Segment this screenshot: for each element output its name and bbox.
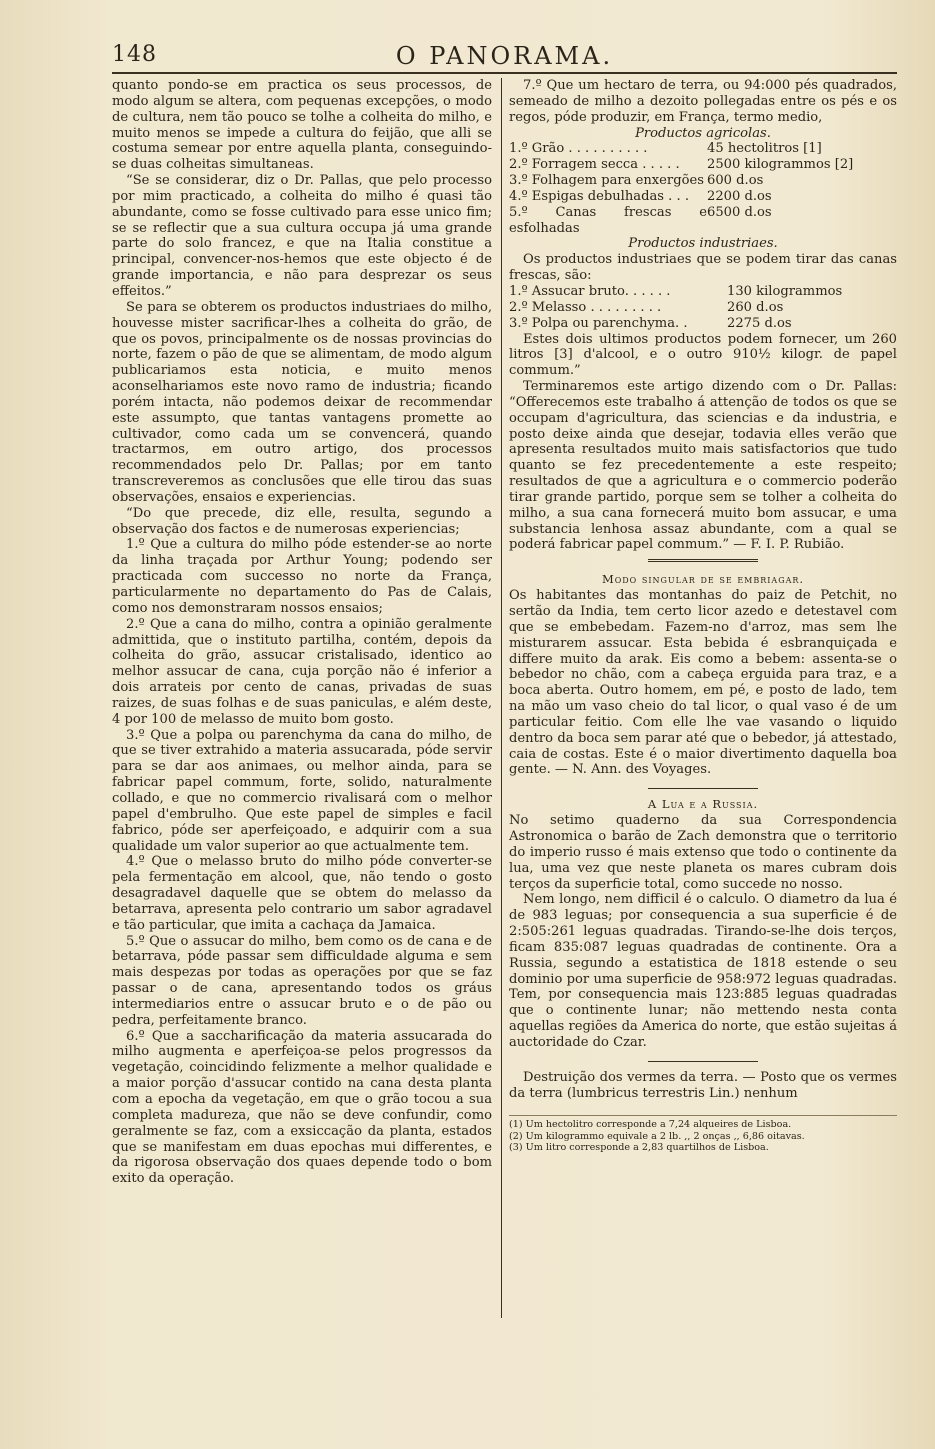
paragraph: No setimo quaderno da sua Correspondencia Astronomica o barão de Zach demonstra que o territorio do imperio russo é mais extenso que todo o continente da lua, uma vez que neste planeta os mares cubram dois terços da superficie total, como succede no nosso. bbox=[509, 813, 897, 892]
list-item-value: 2500 kilogrammos [2] bbox=[707, 157, 854, 173]
paragraph: 2.º Que a cana do milho, contra a opinião geralmente admittida, que o instituto partilha, contém, depois da colheita do grão, assucar cristalisado, identico ao melhor assucar de cana, cuja porção não é inferior a dois arrateis por cento de canas, privadas de suas raizes, de suas folhas e de suas paniculas, e além deste, 4 por 100 de melasso de muito bom gosto. bbox=[112, 616, 492, 727]
paragraph: Terminaremos este artigo dizendo com o Dr. Pallas: “Offerecemos este trabalho á attenção de todos os que se occupam d'agricultura, das sciencias e da industria, e posto deixe ainda que desejar, todavia elles verão que apresenta resultados muito mais satisfactorios que tudo quanto se fez precedentemente a este respeito; resultados de que a agricultura e o commercio poderão tirar grande partido, porque sem se tolher a colheita do milho, a sua cana fornecerá muito bom assucar, e uma substancia lenhosa assaz abundante, com a qual se poderá fabricar papel commum.” — F. I. P. Rubião. bbox=[509, 379, 897, 553]
paragraph: “Se se considerar, diz o Dr. Pallas, que pelo processo por mim practicado, a colheita do milho é quasi tão abundante, como se fosse cultivado para esse unico fim; se se reflectir que a sua cultura occupa já uma grande parte do solo francez, e que na Italia constitue a principal, convencer-nos-hemos que este objecto é de grande importancia, e não para desprezar os seus effeitos.” bbox=[112, 173, 492, 299]
paragraph: 5.º Que o assucar do milho, bem como os de cana e de betarrava, póde passar sem difficuldade alguma e sem mais despezas por todas as operações por que se faz passar o de cana, apresentando todos os gráus intermediarios entre o assucar bruto e o de pão ou pedra, perfeitamente branco. bbox=[112, 933, 492, 1028]
paragraph: “Do que precede, diz elle, resulta, segundo a observação dos factos e de numerosas experiencias; bbox=[112, 505, 492, 537]
paragraph: Os productos industriaes que se podem tirar das canas frescas, são: bbox=[509, 252, 897, 284]
footnotes bbox=[509, 1115, 897, 1154]
left-column bbox=[112, 78, 492, 1187]
section-separator bbox=[648, 788, 758, 789]
list-item-label: 1.º Grão . . . . . . . . . . bbox=[509, 141, 648, 157]
page-header bbox=[112, 42, 897, 72]
paragraph: Estes dois ultimos productos podem fornecer, um 260 litros [3] d'alcool, e o outro 910½ kilogr. de papel commum.” bbox=[509, 331, 897, 379]
list-item-label: 3.º Folhagem para enxergões bbox=[509, 173, 704, 189]
section-separator bbox=[648, 559, 758, 562]
paragraph: Se para se obterem os productos industriaes do milho, houvesse mister sacrificar-lhes a colheita do grão, de que os povos, principalmente os de nossas provincias do norte, fazem o pão de que se alimentam, de modo algum publicariamos esta noticia, e muito menos aconselhariamos este novo ramo de industria; ficando porém intacta, não podemos deixar de recommendar este assumpto, que tantas vantagens promette ao cultivador, como cada um se convencerá, quando tractarmos, em outro artigo, dos processos recommendados pelo Dr. Pallas; por em tanto transcreveremos as conclusões que elle tirou das suas observações, ensaios e experiencias. bbox=[112, 299, 492, 505]
footnote: (3) Um litro corresponde a 2,83 quartilhos de Lisboa. bbox=[509, 1142, 769, 1154]
paragraph: 7.º Que um hectaro de terra, ou 94:000 pés quadrados, semeado de milho a dezoito pollegadas entre os pés e os regos, póde produzir, em França, termo medio, bbox=[509, 78, 897, 125]
footnote: (1) Um hectolitro corresponde a 7,24 alqueires de Lisboa. bbox=[509, 1119, 792, 1131]
journal-title: O PANORAMA. bbox=[395, 42, 614, 70]
paragraph: 1.º Que a cultura do milho póde estender-se ao norte da linha traçada por Arthur Young; podendo ser practicada com successo no norte da França, particularmente no departamento do Pas de Calais, como nos demonstraram nossos ensaios; bbox=[112, 537, 492, 616]
list-item-value: 2200 d.os bbox=[707, 188, 772, 204]
page-number: 148 bbox=[112, 42, 157, 67]
industrial-products-list bbox=[509, 284, 897, 332]
agricultural-products-list bbox=[509, 141, 897, 236]
article-heading-embriagar: Modo singular de se embriagar. bbox=[601, 572, 805, 587]
article-heading-lua-russia: A Lua e a Russia. bbox=[647, 797, 759, 812]
list-item-value: 45 hectolitros [1] bbox=[707, 141, 822, 157]
list-item-value: 260 d.os bbox=[727, 299, 784, 315]
subheading-agricultural: Productos agricolas. bbox=[635, 125, 771, 141]
subheading-industrial: Productos industriaes. bbox=[628, 236, 778, 252]
list-item-label: 2.º Forragem secca . . . . . bbox=[509, 157, 680, 173]
paragraph: 6.º Que a saccharificação da materia assucarada do milho augmenta e aperfeiçoa-se pelos progressos da vegetação, coincidindo felizmente a melhor qualidade e a maior porção d'assucar contido na cana desta planta com a epocha da vegetação, em que o grão tocou a sua completa madureza, que não se deve confundir, como geralmente se faz, com a exsiccação da planta, estados que se manifestam em duas epochas mui differentes, e da rigorosa observação dos quaes depende todo o bom exito da operação. bbox=[112, 1028, 492, 1187]
list-item-label: 5.º Canas frescas e esfolhadas bbox=[509, 204, 707, 236]
list-item-label: 1.º Assucar bruto. . . . . . bbox=[509, 283, 671, 299]
list-item-value: 130 kilogrammos bbox=[727, 283, 843, 299]
paragraph: 4.º Que o melasso bruto do milho póde converter-se pela fermentação em alcool, que, não tendo o gosto desagradavel daquelle que se obtem do melasso da betarrava, apresenta pelo contrario um sabor agradavel e tão particular, que imita a cachaça da Jamaica. bbox=[112, 854, 492, 933]
paragraph: Os habitantes das montanhas do paiz de Petchit, no sertão da India, tem certo licor azedo e detestavel com que se embebedam. Fazem-no d'arroz, mas sem lhe misturarem assucar. Esta bebida é esbranquiçada e differe muito da arak. Eis como a bebem: assenta-se o bebedor no chão, com a cabeça erguida para traz, e a boca aberta. Outro homem, em pé, e posto de lado, tem na mão um vaso cheio do tal licor, o qual vaso é de um particular feitio. Com elle lhe vae vasando o liquido dentro da boca sem parar até que o bebedor, já attestado, caia de costas. Este é o maior divertimento daquella boa gente. — N. Ann. des Voyages. bbox=[509, 588, 897, 778]
paragraph: Destruição dos vermes da terra. — Posto que os vermes da terra (lumbricus terrestris Lin.) nenhum bbox=[509, 1069, 897, 1101]
header-rule bbox=[112, 72, 897, 74]
paragraph: 3.º Que a polpa ou parenchyma da cana do milho, de que se tiver extrahido a materia assucarada, póde servir para se dar aos animaes, ou melhor ainda, para se fabricar papel commum, forte, solido, naturalmente collado, e que no commercio rivalisará com o melhor papel d'embrulho. Que este papel de simples e facil fabrico, póde ser aperfeiçoado, e adquirir com a sua qualidade um valor superior ao que actualmente tem. bbox=[112, 727, 492, 854]
list-item-label: 3.º Polpa ou parenchyma. . bbox=[509, 315, 688, 331]
footnote: (2) Um kilogrammo equivale a 2 lb. ,, 2 onças ,, 6,86 oitavas. bbox=[509, 1130, 805, 1142]
list-item-value: 6500 d.os bbox=[707, 204, 772, 220]
list-item-label: 4.º Espigas debulhadas . . . bbox=[509, 188, 689, 204]
paragraph: Nem longo, nem difficil é o calculo. O diametro da lua é de 983 leguas; por consequencia a sua superficie é de 2:505:261 leguas quadradas. Tirando-se-lhe dois terços, ficam 835:087 leguas quadradas de continente. Ora a Russia, segundo a estatistica de 1818 estende o seu dominio por uma superficie de 958:972 leguas quadradas. Tem, por consequencia mais 123:885 leguas quadradas que o continente lunar; não mettendo nesta conta aquellas regiões da America do norte, que estão sujeitas á auctoridade do Czar. bbox=[509, 892, 897, 1050]
paragraph: quanto pondo-se em practica os seus processos, de modo algum se altera, com pequenas excepções, o modo de cultura, nem tão pouco se tolhe a colheita do milho, e muito menos se impede a cultura do feijão, que alli se costuma semear por entre aquella planta, conseguindo-se duas colheitas simultaneas. bbox=[112, 78, 492, 173]
list-item-label: 2.º Melasso . . . . . . . . . bbox=[509, 299, 662, 315]
list-item-value: 600 d.os bbox=[707, 173, 764, 189]
section-separator bbox=[648, 1061, 758, 1062]
list-item-value: 2275 d.os bbox=[727, 315, 792, 331]
column-divider bbox=[501, 78, 502, 1318]
right-column bbox=[509, 78, 897, 1154]
